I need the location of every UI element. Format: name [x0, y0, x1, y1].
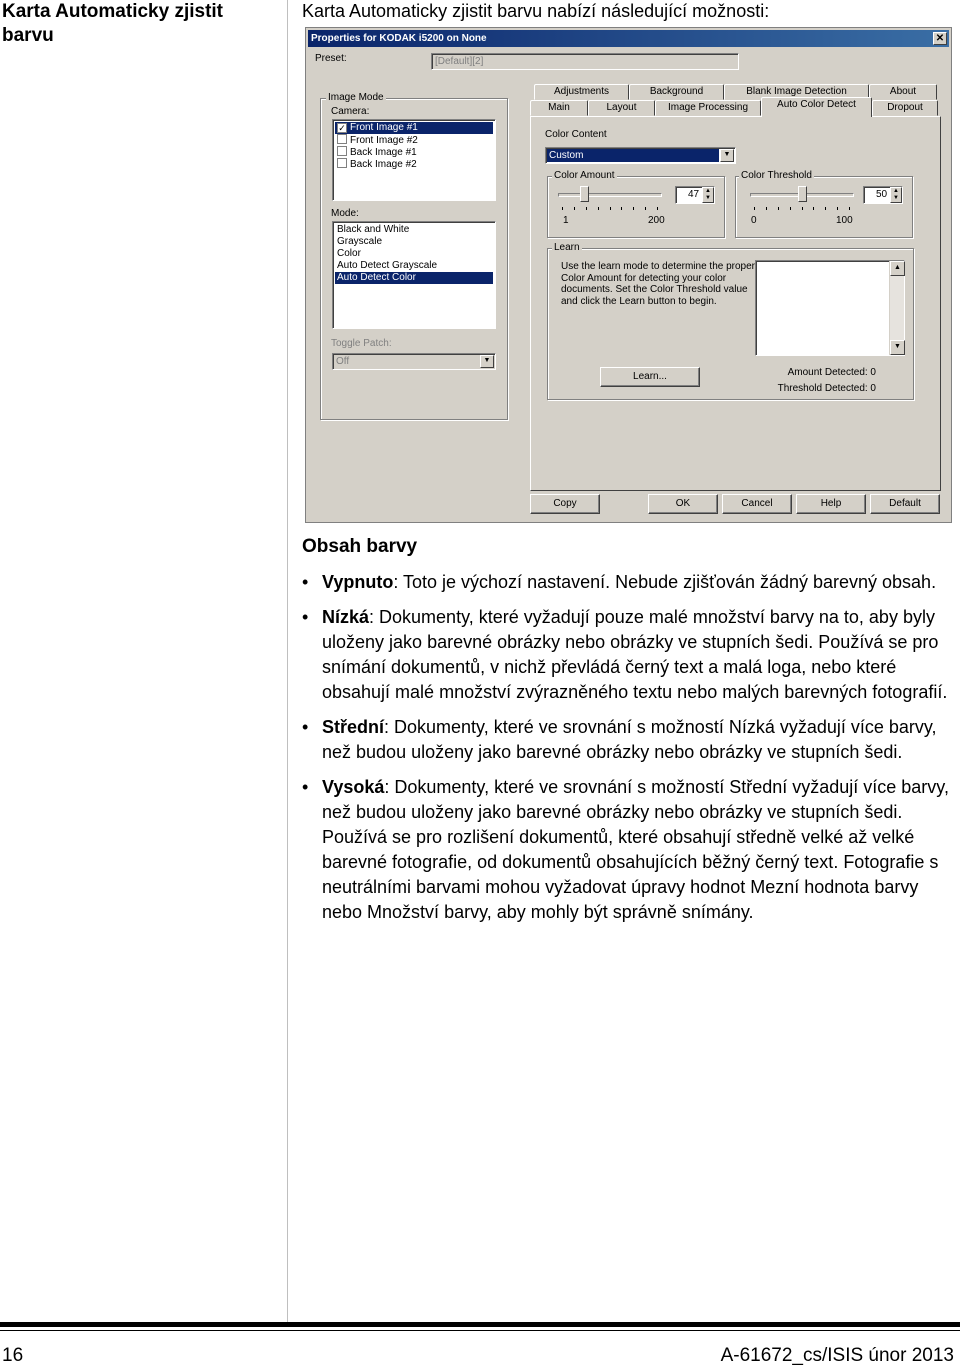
cancel-button[interactable]: Cancel	[722, 494, 792, 514]
close-icon[interactable]: ✕	[933, 32, 947, 45]
threshold-detected: Threshold Detected: 0	[777, 383, 876, 394]
list-item	[302, 775, 956, 925]
mode-label: Mode:	[331, 208, 359, 219]
sidebar-heading: Karta Automaticky zjistit barvu	[2, 1, 224, 46]
slider-tick	[802, 207, 803, 210]
camera-item-label: Front Image #1	[350, 122, 418, 133]
checkbox-icon[interactable]	[337, 158, 347, 168]
camera-list[interactable]	[332, 119, 496, 201]
dialog-title: Properties for KODAK i5200 on None	[311, 33, 487, 44]
option-description: : Dokumenty, které vyžadují pouze malé množství barvy na to, aby byly uloženy jako barevné obrázky nebo obrázky ve stupních šedi. Používá se pro snímání dokumentů, v nichž převládá černý text a malá loga, nebo které obsahují malé množství zvýrazněného textu nebo malých barevných fotografií.	[322, 607, 948, 702]
color-threshold-slider[interactable]	[798, 186, 807, 202]
option-term: Střední	[322, 717, 385, 737]
tab-image-processing[interactable]: Image Processing	[655, 100, 761, 116]
color-amount-slider[interactable]	[580, 186, 589, 202]
slider-tick	[790, 207, 791, 210]
scroll-up-icon[interactable]: ▲	[890, 261, 905, 276]
default-button[interactable]: Default	[870, 494, 940, 514]
color-content-select[interactable]	[545, 147, 736, 164]
mode-list-item[interactable]: Grayscale	[337, 236, 383, 247]
column-divider	[287, 0, 288, 1322]
tab-main[interactable]: Main	[530, 100, 588, 116]
section-heading: Obsah barvy	[302, 536, 418, 557]
toggle-patch-select[interactable]	[332, 353, 496, 370]
tab-auto-color-detect[interactable]: Auto Color Detect	[761, 97, 872, 117]
footer-rule-thin	[0, 1330, 960, 1331]
color-amount-track	[558, 193, 662, 197]
color-content-label: Color Content	[545, 129, 607, 140]
color-threshold-spinner[interactable]: ▲ ▼	[890, 187, 902, 203]
learn-preview	[755, 260, 905, 356]
option-description: : Dokumenty, které ve srovnání s možností Nízká vyžadují více barvy, než budou uloženy jako barevné obrázky nebo obrázky ve stupních šedi.	[322, 717, 937, 762]
color-content-value: Custom	[547, 149, 719, 162]
mode-list-item[interactable]: Auto Detect Color	[335, 272, 493, 284]
slider-tick	[610, 207, 611, 210]
camera-item-label: Front Image #2	[350, 135, 418, 146]
tab-background[interactable]: Background	[629, 84, 724, 100]
color-amount-max: 200	[648, 215, 665, 226]
slider-tick	[837, 207, 838, 210]
image-mode-label: Image Mode	[328, 92, 384, 103]
color-threshold-min: 0	[751, 215, 757, 226]
slider-tick	[825, 207, 826, 210]
slider-tick	[586, 207, 587, 210]
option-term: Nízká	[322, 607, 370, 627]
color-threshold-max: 100	[836, 215, 853, 226]
list-item	[302, 715, 956, 765]
copy-button[interactable]: Copy	[530, 494, 600, 514]
color-amount-spinner[interactable]: ▲ ▼	[702, 187, 714, 203]
tab-about[interactable]: About	[869, 84, 937, 100]
toggle-patch-value: Off	[336, 356, 350, 367]
learn-button[interactable]: Learn...	[600, 367, 700, 387]
slider-tick	[813, 207, 814, 210]
chevron-down-icon: ▼	[720, 149, 734, 162]
color-threshold-label: Color Threshold	[741, 170, 812, 181]
slider-tick	[778, 207, 779, 210]
amount-detected: Amount Detected: 0	[787, 367, 876, 378]
properties-dialog	[305, 27, 952, 523]
camera-label: Camera:	[331, 106, 370, 117]
mode-list-item[interactable]: Auto Detect Grayscale	[337, 260, 438, 271]
learn-label: Learn	[554, 242, 580, 253]
slider-tick	[645, 207, 646, 210]
slider-tick	[574, 207, 575, 210]
footer-rule	[0, 1322, 960, 1327]
tab-dropout[interactable]: Dropout	[872, 100, 938, 116]
chevron-down-icon: ▼	[480, 355, 494, 368]
camera-item-label: Back Image #2	[350, 159, 417, 170]
slider-tick	[849, 207, 850, 210]
camera-list-item[interactable]	[335, 122, 493, 134]
scroll-down-icon[interactable]: ▼	[890, 340, 905, 355]
list-item	[302, 570, 956, 595]
mode-list-item[interactable]: Black and White	[337, 224, 410, 235]
document-id: A-61672_cs/ISIS únor 2013	[720, 1345, 954, 1366]
list-item	[302, 605, 956, 705]
ok-button[interactable]: OK	[648, 494, 718, 514]
slider-tick	[754, 207, 755, 210]
bullet-icon: •	[302, 717, 309, 737]
preset-label: Preset:	[315, 53, 347, 64]
option-term: Vysoká	[322, 777, 385, 797]
camera-list-item[interactable]	[335, 146, 493, 158]
color-amount-label: Color Amount	[554, 170, 615, 181]
toggle-patch-label: Toggle Patch:	[331, 338, 392, 349]
preset-field[interactable]: [Default][2]	[431, 53, 739, 70]
tab-layout[interactable]: Layout	[588, 100, 655, 116]
tab-adjustments[interactable]: Adjustments	[534, 84, 629, 100]
slider-tick	[766, 207, 767, 210]
learn-scrollbar[interactable]	[889, 261, 904, 355]
learn-instructions: Use the learn mode to determine the proper Color Amount for detecting your color documents. Set the Color Threshold value and click the Learn button to begin.	[561, 261, 755, 307]
mode-list-item[interactable]: Color	[337, 248, 361, 259]
option-description: : Dokumenty, které ve srovnání s možností Střední vyžadují více barvy, než budou uloženy jako barevné obrázky nebo obrázky ve stupních šedi. Používá se pro rozlišení dokumentů, které obsahují středně velké až velké barevné fotografie, od dokumentů obsahujících běžný černý text. Fotografie s neutrálními barvami mohou vyžadovat úpravy hodnot Mezní hodnota barvy nebo Množství barvy, aby mohly být správně snímány.	[322, 777, 949, 922]
slider-tick	[657, 207, 658, 210]
slider-tick	[633, 207, 634, 210]
checkbox-icon[interactable]: ✓	[338, 123, 346, 133]
color-threshold-input[interactable]: 50	[863, 186, 903, 204]
checkbox-icon[interactable]	[337, 134, 347, 144]
bullet-icon: •	[302, 607, 309, 627]
color-amount-min: 1	[563, 215, 569, 226]
slider-tick	[598, 207, 599, 210]
camera-list-item[interactable]	[335, 158, 493, 170]
color-amount-input[interactable]: 47	[675, 186, 715, 204]
bullet-icon: •	[302, 777, 309, 797]
slider-tick	[562, 207, 563, 210]
camera-item-label: Back Image #1	[350, 147, 417, 158]
help-button[interactable]: Help	[796, 494, 866, 514]
tab-blank-image-detection[interactable]: Blank Image Detection	[724, 84, 869, 100]
mode-list[interactable]	[332, 221, 496, 329]
bullet-icon: •	[302, 572, 309, 592]
intro-text: Karta Automaticky zjistit barvu nabízí následující možnosti:	[302, 1, 770, 21]
option-term: Vypnuto	[322, 572, 394, 592]
checkbox-icon[interactable]	[337, 146, 347, 156]
dialog-titlebar	[308, 30, 949, 47]
slider-tick	[621, 207, 622, 210]
page-number: 16	[2, 1345, 24, 1366]
option-list	[302, 570, 956, 935]
camera-list-item[interactable]	[335, 134, 493, 146]
option-description: : Toto je výchozí nastavení. Nebude zjišťován žádný barevný obsah.	[393, 572, 937, 592]
